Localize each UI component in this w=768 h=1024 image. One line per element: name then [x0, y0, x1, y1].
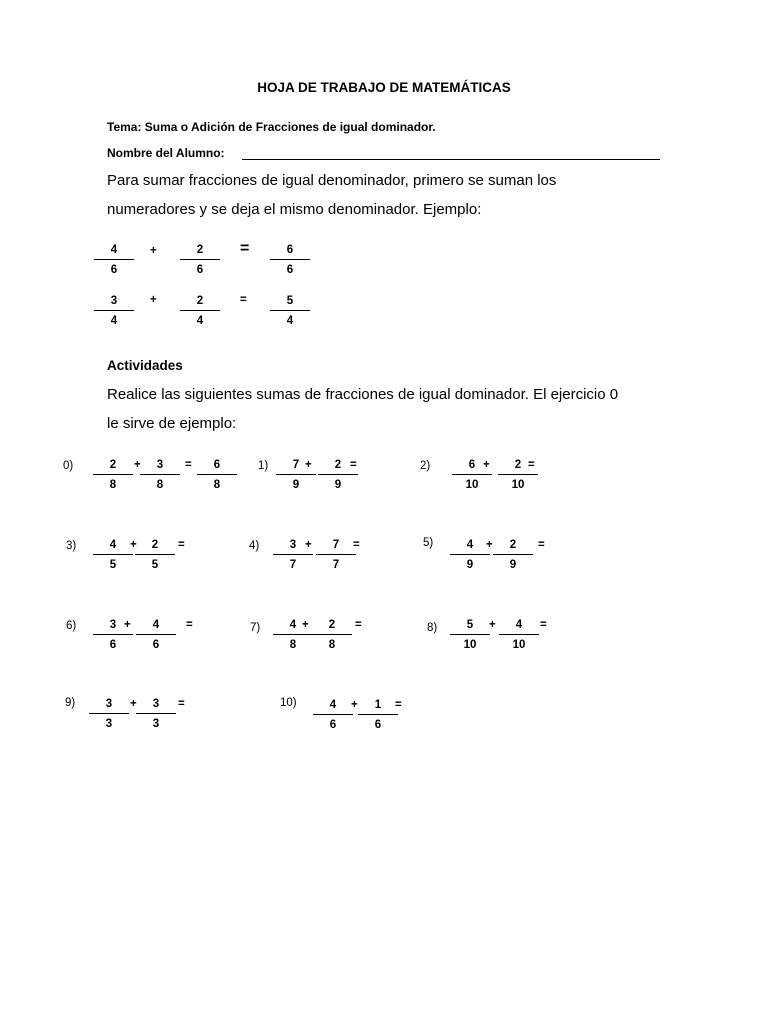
exercise-1-label: 1) [258, 460, 269, 472]
denominator: 7 [332, 559, 340, 571]
denominator: 6 [329, 719, 337, 731]
denominator: 5 [109, 559, 117, 571]
numerator: 7 [332, 539, 340, 551]
denominator: 7 [289, 559, 297, 571]
numerator: 6 [286, 244, 294, 256]
denominator: 8 [289, 639, 297, 651]
numerator: 3 [156, 459, 164, 471]
equals-sign: = [538, 539, 545, 551]
numerator: 2 [196, 244, 204, 256]
denominator: 9 [334, 479, 342, 491]
numerator: 4 [289, 619, 297, 631]
fraction-bar [136, 634, 176, 635]
equals-sign: = [355, 619, 362, 631]
example2-fraction-result [270, 294, 310, 328]
fraction-bar [493, 554, 533, 555]
numerator: 7 [292, 459, 300, 471]
denominator: 5 [151, 559, 159, 571]
example1-fraction-a [94, 243, 134, 277]
exercise-7-label: 7) [250, 622, 261, 634]
fraction-bar [450, 554, 490, 555]
fraction-bar [270, 259, 310, 260]
numerator: 2 [151, 539, 159, 551]
exercise-0-fraction-r [197, 458, 237, 492]
plus-sign: + [150, 294, 157, 306]
numerator: 6 [468, 459, 476, 471]
numerator: 3 [109, 619, 117, 631]
equals-sign: = [240, 240, 250, 257]
fraction-bar [270, 310, 310, 311]
fraction-bar [273, 634, 313, 635]
fraction-bar [94, 259, 134, 260]
denominator: 6 [286, 264, 294, 276]
numerator: 5 [286, 295, 294, 307]
fraction-bar [498, 474, 538, 475]
denominator: 4 [110, 315, 118, 327]
fraction-bar [499, 634, 539, 635]
denominator: 8 [109, 479, 117, 491]
denominator: 8 [156, 479, 164, 491]
denominator: 4 [196, 315, 204, 327]
exercise-2-label: 2) [420, 460, 431, 472]
exercise-5-label: 5) [423, 537, 434, 549]
exercise-10-label: 10) [280, 697, 297, 709]
equals-sign: = [178, 539, 185, 551]
fraction-bar [140, 474, 180, 475]
page-title: HOJA DE TRABAJO DE MATEMÁTICAS [257, 80, 511, 95]
numerator: 6 [213, 459, 221, 471]
exercise-9-fraction-a [89, 697, 129, 731]
exercise-3-label: 3) [66, 540, 77, 552]
numerator: 4 [109, 539, 117, 551]
example1-fraction-b [180, 243, 220, 277]
exercise-8-fraction-b [499, 618, 539, 652]
exercise-6-label: 6) [66, 620, 77, 632]
fraction-bar [94, 310, 134, 311]
plus-sign: + [134, 459, 141, 471]
numerator: 4 [110, 244, 118, 256]
fraction-bar [452, 474, 492, 475]
plus-sign: + [305, 459, 312, 471]
numerator: 3 [289, 539, 297, 551]
exercise-0-fraction-a [93, 458, 133, 492]
numerator: 4 [329, 699, 337, 711]
numerator: 2 [328, 619, 336, 631]
plus-sign: + [130, 698, 137, 710]
equals-sign: = [178, 698, 185, 710]
plus-sign: + [150, 245, 157, 257]
fraction-bar [273, 554, 313, 555]
denominator: 10 [463, 639, 477, 651]
numerator: 4 [466, 539, 474, 551]
student-name-label: Nombre del Alumno: [107, 146, 225, 160]
denominator: 9 [466, 559, 474, 571]
example2-fraction-b [180, 294, 220, 328]
fraction-bar [276, 474, 316, 475]
fraction-bar [180, 259, 220, 260]
fraction-bar [89, 713, 129, 714]
equals-sign: = [353, 539, 360, 551]
exercise-6-fraction-b [136, 618, 176, 652]
activities-line-1: Realice las siguientes sumas de fracciones de igual dominador. El ejercicio 0 [107, 386, 619, 403]
numerator: 2 [334, 459, 342, 471]
denominator: 10 [465, 479, 479, 491]
exercise-9-label: 9) [65, 697, 76, 709]
plus-sign: + [302, 619, 309, 631]
fraction-bar [135, 554, 175, 555]
exercise-9-fraction-b [136, 697, 176, 731]
denominator: 6 [196, 264, 204, 276]
exercise-4-fraction-b [316, 538, 356, 572]
denominator: 9 [509, 559, 517, 571]
exercise-4-label: 4) [249, 540, 260, 552]
fraction-bar [93, 554, 133, 555]
example1-fraction-result [270, 243, 310, 277]
denominator: 3 [152, 718, 160, 730]
exercise-5-fraction-b [493, 538, 533, 572]
plus-sign: + [486, 539, 493, 551]
exercise-0-fraction-b [140, 458, 180, 492]
fraction-bar [197, 474, 237, 475]
denominator: 10 [512, 639, 526, 651]
equals-sign: = [350, 459, 357, 471]
numerator: 2 [196, 295, 204, 307]
topic-line: Tema: Suma o Adición de Fracciones de igual dominador. [107, 120, 436, 134]
student-name-field[interactable] [242, 145, 660, 160]
fraction-bar [136, 713, 176, 714]
plus-sign: + [483, 459, 490, 471]
intro-line-2: numeradores y se deja el mismo denominador. Ejemplo: [107, 201, 482, 218]
equals-sign: = [240, 294, 247, 306]
denominator: 9 [292, 479, 300, 491]
denominator: 10 [511, 479, 525, 491]
exercise-8-label: 8) [427, 622, 438, 634]
denominator: 4 [286, 315, 294, 327]
fraction-bar [316, 554, 356, 555]
fraction-bar [180, 310, 220, 311]
numerator: 2 [109, 459, 117, 471]
numerator: 3 [152, 698, 160, 710]
equals-sign: = [186, 619, 193, 631]
exercise-3-fraction-a [93, 538, 133, 572]
fraction-bar [450, 634, 490, 635]
fraction-bar [93, 634, 133, 635]
numerator: 2 [509, 539, 517, 551]
fraction-bar [93, 474, 133, 475]
fraction-bar [318, 474, 358, 475]
fraction-bar [313, 714, 353, 715]
activities-heading: Actividades [107, 358, 183, 373]
fraction-bar [312, 634, 352, 635]
exercise-3-fraction-b [135, 538, 175, 572]
numerator: 2 [514, 459, 522, 471]
plus-sign: + [130, 539, 137, 551]
exercise-8-fraction-a [450, 618, 490, 652]
numerator: 4 [152, 619, 160, 631]
equals-sign: = [185, 459, 192, 471]
exercise-5-fraction-a [450, 538, 490, 572]
equals-sign: = [528, 459, 535, 471]
plus-sign: + [305, 539, 312, 551]
denominator: 6 [109, 639, 117, 651]
exercise-10-fraction-a [313, 698, 353, 732]
plus-sign: + [489, 619, 496, 631]
numerator: 5 [466, 619, 474, 631]
numerator: 3 [110, 295, 118, 307]
exercise-0-label: 0) [63, 460, 74, 472]
denominator: 3 [105, 718, 113, 730]
numerator: 4 [515, 619, 523, 631]
example2-fraction-a [94, 294, 134, 328]
denominator: 8 [213, 479, 221, 491]
activities-line-2: le sirve de ejemplo: [107, 415, 237, 432]
equals-sign: = [395, 699, 402, 711]
exercise-7-fraction-b [312, 618, 352, 652]
plus-sign: + [124, 619, 131, 631]
exercise-10-fraction-b [358, 698, 398, 732]
numerator: 1 [374, 699, 382, 711]
denominator: 8 [328, 639, 336, 651]
plus-sign: + [351, 699, 358, 711]
denominator: 6 [152, 639, 160, 651]
numerator: 3 [105, 698, 113, 710]
denominator: 6 [374, 719, 382, 731]
intro-line-1: Para sumar fracciones de igual denominador, primero se suman los [107, 172, 557, 189]
equals-sign: = [540, 619, 547, 631]
fraction-bar [358, 714, 398, 715]
denominator: 6 [110, 264, 118, 276]
